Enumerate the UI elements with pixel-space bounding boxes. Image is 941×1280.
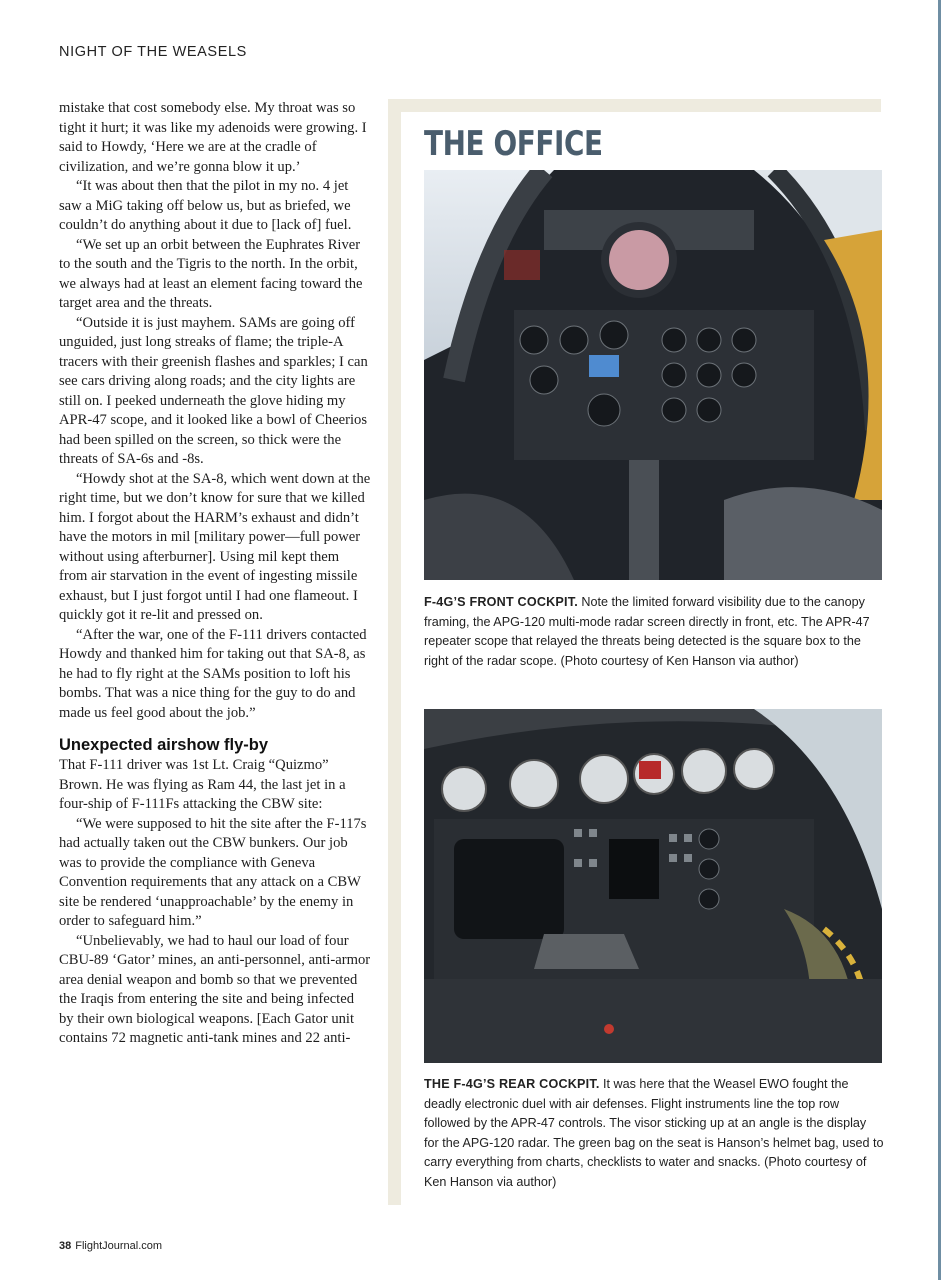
rear-cockpit-photo [424,709,882,1063]
sidebar-frame-left [388,99,401,1205]
article-paragraph: “It was about then that the pilot in my no. 4 jet saw a MiG taking off below us, but as briefed, we couldn’t do anything about it due to [lack of] fuel. [59,178,352,233]
article-column [59,99,371,1049]
article-paragraph: “We were supposed to hit the site after the F-117s had actually taken out the CBW bunkers. Our job was to provide the compliance with Geneva Convention requirements that any attack on a CBW site be rendered ‘unapproachable’ by the enemy in order to safeguard him.” [59,815,367,929]
article-paragraph: “We set up an orbit between the Euphrates River to the south and the Tigris to the north. In the orbit, we always had at least an element facing toward the target area and the threats. [59,236,363,311]
article-paragraph: “After the war, one of the F-111 drivers contacted Howdy and thanked him for taking out that SA-8, as he had to fly right at the SAMs position to loft his bombs. That was a nice thing for the guy to do and made us feel good about the job.” [59,626,367,721]
page-number: 38 [59,1240,72,1252]
article-subhead: Unexpected airshow fly-by [59,736,269,754]
caption-lead: F-4G’S FRONT COCKPIT. [424,595,578,609]
article-paragraph: “Unbelievably, we had to haul our load of four CBU-89 ‘Gator’ mines, an anti-personnel, anti-armor area denial weapon and bomb so that we prevented the Iraqis from entering the site and being infected by their own biological weapons. [Each Gator unit contains 72 magnetic anti-tank mines and 22 anti- [59,932,371,1046]
caption-lead: THE F-4G’S REAR COCKPIT. [424,1077,600,1091]
page-footer [59,1240,162,1252]
front-cockpit-photo [424,170,882,580]
sidebar-frame-top [388,99,881,112]
caption-text: It was here that the Weasel EWO fought the deadly electronic duel with air defenses. Flight instruments line the top row followed by the APR-47 controls. The visor sticking up at an angle is the display for the APG-120 radar. The green bag on the seat is Hanson’s helmet bag, used to carry everything from charts, checklists to water and snacks. (Photo courtesy of Ken Hanson via author) [424,1077,884,1189]
section-header: NIGHT OF THE WEASELS [59,44,247,60]
article-paragraph: “Howdy shot at the SA-8, which went down at the right time, but we don’t know for sure that we killed him. I forgot about the HARM’s exhaust and didn’t have the motors in mil [military power—full power without using afterburner]. Using mil kept them from air starvation in the event of ingesting missile exhaust, but I just forgot until I had one flameout. I quickly got it re-lit and pressed on. [59,470,371,623]
article-paragraph: That F-111 driver was 1st Lt. Craig “Quizmo” Brown. He was flying as Ram 44, the last jet in a four-ship of F-111Fs attacking the CBW site: [59,757,346,812]
rear-cockpit-caption [424,1075,884,1192]
front-cockpit-caption [424,593,884,671]
article-paragraph: mistake that cost somebody else. My throat was so tight it hurt; it was like my adenoids were growing. I said to Howdy, ‘Here we are at the cradle of civilization, and we’re gonna blow it up.’ [59,100,367,175]
sidebar-title: THE OFFICE [424,124,603,164]
footer-site: FlightJournal.com [75,1240,163,1252]
caption-text: Note the limited forward visibility due to the canopy framing, the APG-120 multi-mode radar screen directly in front, etc. The APR-47 repeater scope that relayed the threats being detected is the square box to the right of the radar scope. (Photo courtesy of Ken Hanson via author) [424,595,870,668]
article-paragraph: “Outside it is just mayhem. SAMs are going off unguided, just long streaks of flame; the triple-A tracers with their greenish flashes and sparkles; I can see cars driving along roads; and the city lights are still on. I peeked underneath the glove hiding my APR-47 scope, and it looked like a bowl of Cheerios had been spilled on the screen, so thick were the threats of SA-6s and -8s. [59,314,368,467]
